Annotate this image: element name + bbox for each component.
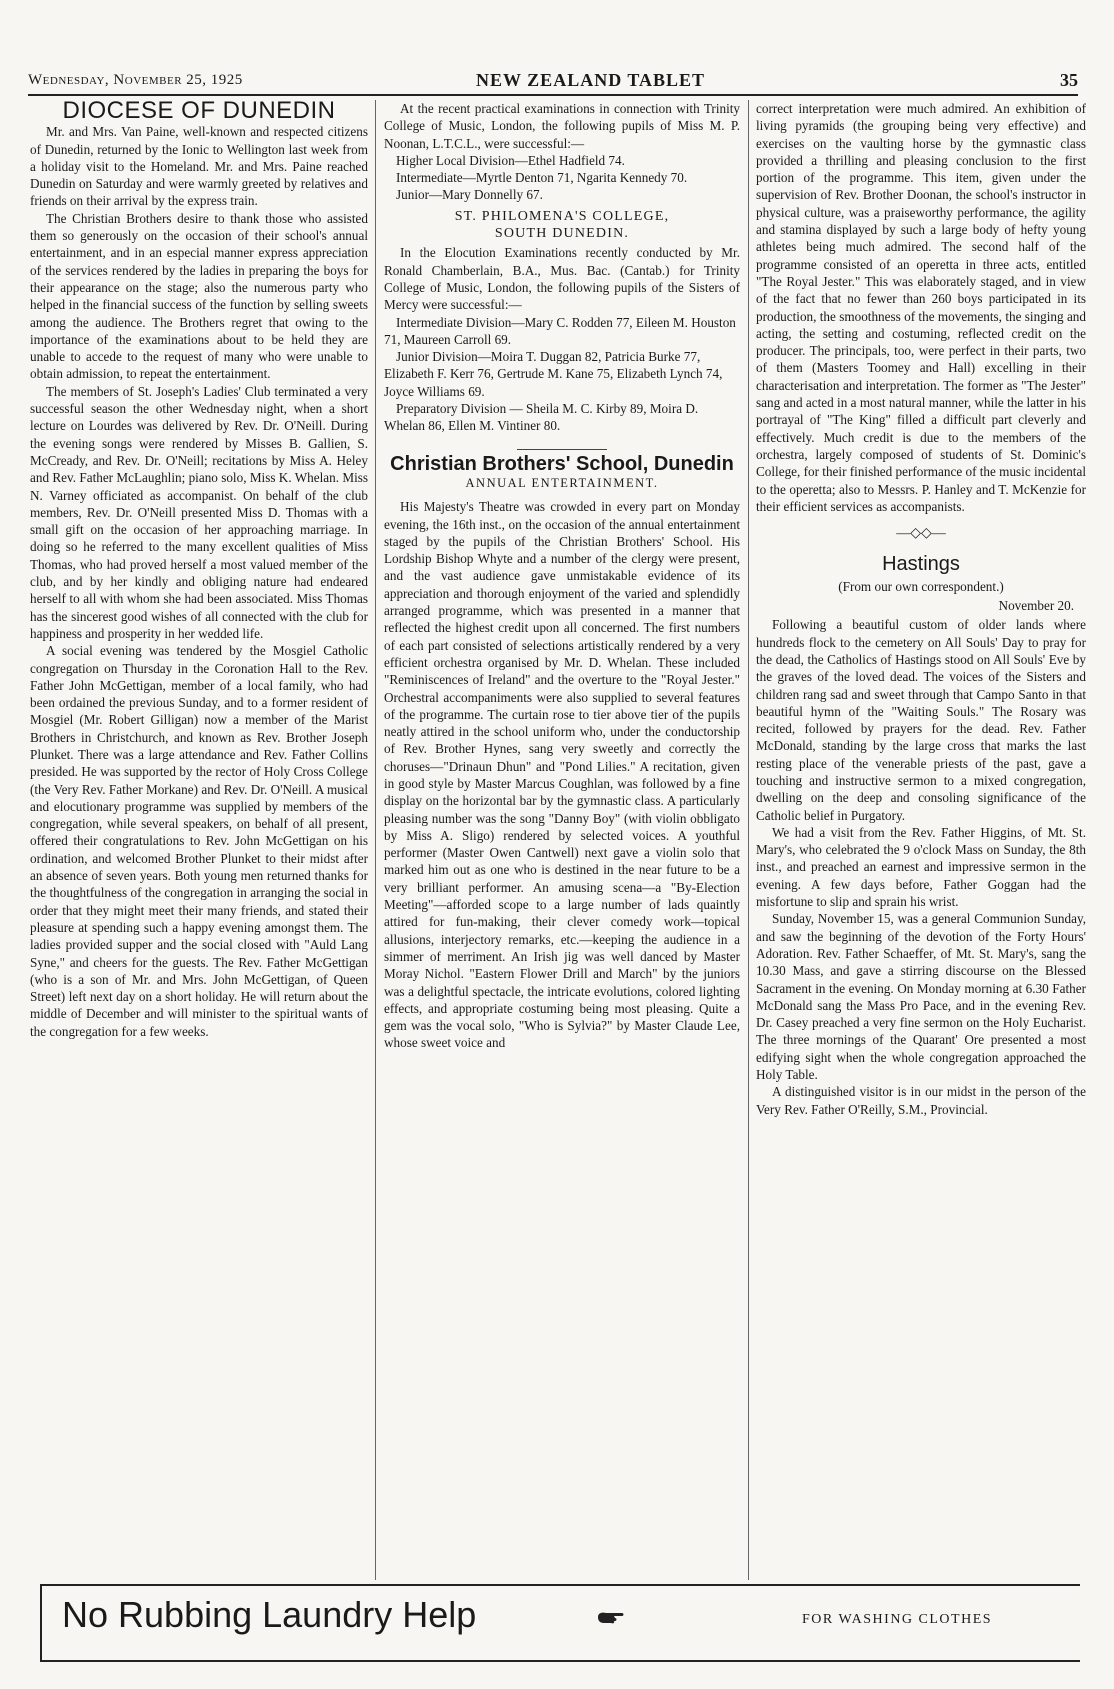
paragraph: In the Elocution Examinations recently conducted by Mr. Ronald Chamberlain, B.A., Mus. Bac. (Cantab.) for Trinity College of Music, London, the following pupils of the Sisters of Mercy were successful:—	[384, 245, 740, 313]
exam-result: Junior—Mary Donnelly 67.	[396, 187, 543, 203]
paragraph: The members of St. Joseph's Ladies' Club terminated a very successful season the other Wednesday night, when a short lecture on Lourdes was delivered by Rev. Dr. O'Neill. During the evening songs were rendered by Misses B. Gallien, S. McCready, and Rev. Dr. O'Neill; recitations by Miss A. Heley and Rev. Father McLaughlin; piano solo, Miss K. Whelan. Miss N. Varney officiated as accompanist. On behalf of the club members, Rev. Dr. O'Neill presented Miss D. Thomas with a small gift on the occasion of her approaching marriage. In doing so he referred to the many excellent qualities of Miss Thomas, who had proved herself a most valued member of the club, and by her kindly and obliging nature had endeared herself to all with whom she had been associated. Miss Thomas has the sincerest good wishes of all connected with the club for happiness and prosperity in her wedded life.	[30, 383, 368, 641]
column-divider	[375, 100, 376, 1580]
article-subtitle: ANNUAL ENTERTAINMENT.	[465, 475, 659, 490]
pointing-hand-icon	[596, 1608, 626, 1626]
paragraph: His Majesty's Theatre was crowded in every part on Monday evening, the 16th inst., on the occasion of the annual entertainment staged by the pupils of the Christian Brothers' School. His Lordship Bishop Whyte and a number of the clergy were present, and the vast audience gave unmistakable evidence of its appreciation and thorough enjoyment of the varied and splendidly arranged programme, which was presented in a manner that reflected the highest credit upon all concerned. The first numbers of each part consisted of selections artistically rendered by a very efficient orchestra organised by Mr. D. Whelan. These included "Reminiscences of Ireland" and the overture to the "Royal Jester." Orchestral accompaniments were also supplied to several features of the programme. The curtain rose to tier above tier of the pupils neatly attired in the school uniform who, under the conductorship of Rev. Brother Hynes, sang very sweetly and correctly the choruses—"Drinaun Dhun" and "Pond Lilies." A recitation, given in good style by Master Marcus Coughlan, was followed by a fine display on the horizontal bar by the gymnastic class. A particularly pleasing number was the song "Danny Boy" (with violin obbligato by Miss A. Sligo) rendered by selected voices. A youthful performer (Master Owen Cantwell) next gave a violin solo that marked him out as one who is destined in the near future to be a very brilliant performer. An amusing scena—a "By-Election Meeting"—afforded scope to a large number of lads quaintly attired for fun-making, their clever comedy work—topical allusions, interjectory remarks, etc.—keeping the audience in a simmer of merriment. An Irish jig was well danced by Master Moray Nichol. "Eastern Flower Drill and March" by the juniors was a delightful spectacle, the intricate evolutions, colored lighting effects, and appropriate costuming being most pleasing. Quite a gem was the vocal solo, "Who is Sylvia?" by Master Claude Lee, whose sweet voice and	[384, 499, 740, 1051]
article-title-hastings: Hastings	[882, 553, 960, 576]
article-title-diocese: DIOCESE OF DUNEDIN	[62, 100, 336, 124]
exam-result: Higher Local Division—Ethel Hadfield 74.	[396, 152, 625, 168]
ornament-divider: —◇◇—	[896, 526, 946, 542]
byline: (From our own correspondent.)	[838, 578, 1004, 594]
advertisement-box	[40, 1584, 1080, 1662]
header-rule	[28, 94, 1078, 96]
paragraph: The Christian Brothers desire to thank those who assisted them so generously on the occasion of their school's annual entertainment, and in an especial manner express appreciation of the services rendered by the ladies in preparing the boys for their appearance on the stage; also the numerous party who helped in the financial success of the function by selling sweets among the audience. The Brothers regret that owing to the importance of the examinations about to be held they are unable to accede to the request of many who were unable to obtain admission, to repeat the entertainment.	[30, 210, 368, 382]
article-title-christian-brothers: Christian Brothers' School, Dunedin	[390, 452, 734, 475]
subheading-line: SOUTH DUNEDIN.	[494, 226, 630, 242]
subheading-line: ST. PHILOMENA'S COLLEGE,	[454, 208, 670, 224]
column-1	[30, 100, 368, 1580]
paragraph: Mr. and Mrs. Van Paine, well-known and respected citizens of Dunedin, returned by the Ionic to Wellington last week from a holiday visit to the Homeland. Mr. and Mrs. Paine reached Dunedin on Saturday and were warmly greeted by relatives and friends on their arrival by the express train.	[30, 124, 368, 209]
issue-date: Wednesday, November 25, 1925	[28, 72, 243, 88]
section-separator	[517, 449, 607, 450]
paragraph: Following a beautiful custom of older lands where hundreds flock to the cemetery on All Souls' Day to pray for the dead, the Catholics of Hastings stood on All Souls' Eve by the graves of the loved dead. The voices of the Sisters and children rang sad and sweet through that Campo Santo in that beautiful hymn of the "Waiting Souls." The Rosary was recited, followed by prayers for the dead. Rev. Father McDonald, standing by the large cross that marks the last resting place of the venerable priests of the past, gave a touching and instructive sermon to a mixed congregation, dwelling on the deep and consoling significance of the Catholic belief in Purgatory.	[756, 617, 1086, 823]
subheading-college	[384, 208, 740, 243]
column-2	[384, 100, 740, 1584]
paragraph: A social evening was tendered by the Mosgiel Catholic congregation on Thursday in the Coronation Hall to the Rev. Father John McGettigan, member of a local family, who had been ordained the previous Sunday, and to a former resident of Mosgiel (Mr. Robert Gilligan) now a member of the Marist Brothers in Christchurch, and known as Rev. Brother Joseph Plunket. There was a large attendance and Rev. Father Collins presided. He was supported by the rector of Holy Cross College (the Very Rev. Father Morkane) and Rev. Dr. O'Neill. A musical and elocutionary programme was supplied by members of the congregation, while several speakers, on behalf of all present, offered their congratulations to Rev. John McGettigan on his ordination, and welcomed Brother Plunket to their midst after an absence of seven years. Both young men returned thanks for the thoughtfulness of the congregation in arranging the social in order that they might meet their many friends, and stated their pleasure at spending such a happy evening amongst them. The ladies provided supper and the social closed with "Auld Lang Syne," and cheers for the guests. The Rev. Father McGettigan (who is a son of Mr. and Mrs. John McGettigan, of Queen Street) left next day on a short holiday. He will return about the middle of December and will minister to the spiritual wants of the congregation for a few weeks.	[30, 643, 368, 1039]
exam-result: Junior Division—Moira T. Duggan 82, Patricia Burke 77, Elizabeth F. Kerr 76, Gertrude M. Kane 75, Elizabeth Lynch 74, Joyce Williams 69.	[384, 349, 723, 399]
dateline: November 20.	[998, 598, 1074, 614]
paragraph: At the recent practical examinations in connection with Trinity College of Music, London, the following pupils of Miss M. P. Noonan, L.T.C.L., were successful:—	[384, 101, 740, 151]
exam-result: Intermediate Division—Mary C. Rodden 77, Eileen M. Houston 71, Maureen Carroll 69.	[384, 314, 736, 347]
paragraph: Sunday, November 15, was a general Communion Sunday, and saw the beginning of the devotion of the Forty Hours' Adoration. Rev. Father Schaeffer, of Mt. St. Mary's, sang the 10.30 Mass, and gave a stirring discourse on the Blessed Sacrament in the evening. On Monday morning at 6.30 Father McDonald sang the Mass Pro Pace, and in the evening Rev. Dr. Casey preached a very fine sermon on the Holy Eucharist. The three mornings of the Quarant' Ore presented a most edifying sight when the whole congregation approached the Holy Table.	[756, 911, 1086, 1083]
ad-headline: No Rubbing Laundry Help	[62, 1594, 477, 1635]
publication-title: NEW ZEALAND TABLET	[476, 70, 706, 90]
exam-result: Preparatory Division — Sheila M. C. Kirby 89, Moira D. Whelan 86, Ellen M. Vintiner 80.	[384, 401, 699, 434]
ad-subline: FOR WASHING CLOTHES	[802, 1612, 993, 1627]
column-3	[756, 100, 1086, 1570]
paragraph: We had a visit from the Rev. Father Higgins, of Mt. St. Mary's, who celebrated the 9 o'clock Mass on Sunday, the 8th inst., and preached an earnest and impressive sermon in the evening. A few days before, Father Goggan had the misfortune to slip and sprain his wrist.	[756, 824, 1086, 910]
page-header	[28, 68, 1078, 92]
paragraph: correct interpretation were much admired. An exhibition of living pyramids (the grouping being very effective) and exercises on the vaulting horse by the gymnastic class provided a thrilling and pleasing conclusion to the first portion of the programme. This item, given under the supervision of Rev. Brother Doonan, the school's instructor in physical culture, was a praiseworthy performance, the agility and stamina displayed by such a large body of hefty young athletes being much admired. The second half of the programme consisted of an operetta in three acts, entitled "The Royal Jester." This was elaborately staged, and in view of the fact that no fewer than 260 boys participated in its production, the smoothness of the movements, the singing and acting, the setting and costuming, reflected credit on the producer. The principals, too, were perfect in their parts, two of them (Masters Toomey and Hall) excelling in their characterisation and interpretation. The former as "The Jester" sang and acted in a most natural manner, while the latter in his portrayal of "The King" filled a difficult part cleverly and effectively. Much credit is due to the members of the orchestra, largely composed of students of St. Dominic's College, for their finished performance of the music incidental to the operetta; also to Messrs. P. Hanley and T. McKenzie for their efficient services as accompanists.	[756, 101, 1086, 514]
paragraph: A distinguished visitor is in our midst in the person of the Very Rev. Father O'Reilly, S.M., Provincial.	[756, 1084, 1086, 1117]
column-divider	[748, 100, 749, 1580]
page-number: 35	[1060, 70, 1078, 90]
exam-result: Intermediate—Myrtle Denton 71, Ngarita Kennedy 70.	[396, 170, 688, 186]
